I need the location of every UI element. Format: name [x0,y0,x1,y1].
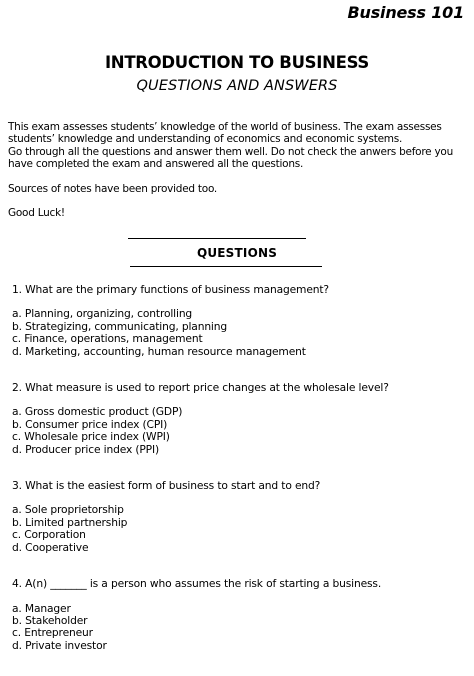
intro-line: Go through all the questions and answer them well. Do not check the anwers before you [8,145,454,158]
answer-option: b. Strategizing, communicating, planning [12,319,228,333]
answer-option: a. Sole proprietorship [12,503,124,517]
answer-option: c. Corporation [12,528,86,542]
question-list [12,284,467,676]
bottom-divider [130,266,322,267]
answer-option: d. Cooperative [12,540,89,554]
intro-line: This exam assesses students’ knowledge of the world of business. The exam assesses [8,121,442,133]
intro-line: have completed the exam and answered all the questions. [8,158,304,171]
answer-option: c. Wholesale price index (WPI) [12,430,170,444]
document-title: INTRODUCTION TO BUSINESS [104,53,370,72]
question-1 [12,284,467,358]
top-divider [128,238,306,239]
answer-option: a. Planning, organizing, controlling [12,307,193,321]
closing-note: Good Luck! [8,207,65,220]
question-3 [12,480,467,554]
sources-note: Sources of notes have been provided too. [8,182,218,195]
question-4 [12,578,467,652]
question-text: 2. What measure is used to report price changes at the wholesale level? [12,381,389,395]
question-text: 1. What are the primary functions of business management? [12,283,329,296]
answer-option: b. Limited partnership [12,515,128,529]
answer-option: b. Consumer price index (CPI) [12,417,168,431]
question-2 [12,382,467,456]
questions-heading: QUESTIONS [196,246,278,260]
document-subtitle: QUESTIONS AND ANSWERS [136,78,338,94]
answer-option: a. Gross domestic product (GDP) [12,405,183,419]
answer-option: b. Stakeholder [12,613,88,627]
intro-text [8,121,470,219]
answer-option: d. Marketing, accounting, human resource management [12,344,306,358]
answer-option: a. Manager [12,601,71,615]
answer-option: c. Entrepreneur [12,626,93,640]
question-text: 4. A(n) _______ is a person who assumes the risk of starting a business. [12,577,382,591]
question-text: 3. What is the easiest form of business to start and to end? [12,479,321,493]
answer-option: c. Finance, operations, management [12,332,203,346]
intro-line: students’ knowledge and understanding of economics and economic systems. [8,133,403,146]
course-label: Business 101 [347,3,464,22]
answer-option: d. Private investor [12,638,107,652]
answer-option: d. Producer price index (PPI) [12,442,159,456]
